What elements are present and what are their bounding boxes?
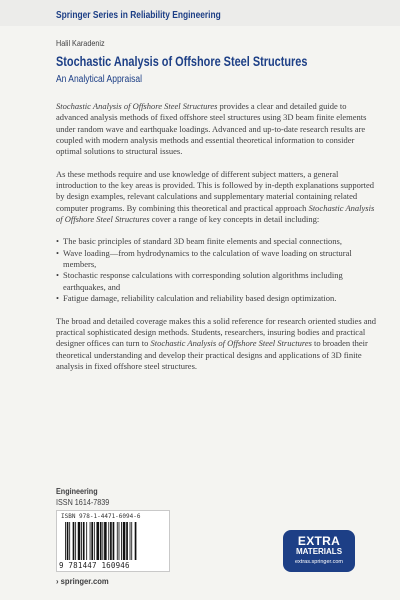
description-paragraph-3: The broad and detailed coverage makes this a solid reference for research oriented studies and practical sophisticated design methods. Students, researchers, insuring bodies and practical designer offices can turn to Stochastic Analysis of Offshore Steel Structures to broaden their theoretical understanding and develop their practical designs and applications of 3D finite analysis in fixed offshore steel structures.	[56, 315, 377, 371]
inline-title: Stochastic Analysis of Offshore Steel Structures	[56, 202, 375, 225]
issn-label: ISSN 1614-7839	[56, 498, 110, 507]
key-concepts-list	[56, 236, 380, 304]
barcode-number: 9 781447 160946	[59, 561, 130, 570]
inline-title: Stochastic Analysis of Offshore Steel Structures	[150, 338, 312, 349]
description-paragraph-2: As these methods require and use knowledge of different subject matters, a general introduction to the key areas is provided. This is followed by in-depth explanations supported by design examples, relevant calculations and supplementary material containing related computer programs. By combining this theoretical and practical approach Stochastic Analysis of Offshore Steel Structures cover a range of key concepts in detail including:	[56, 168, 375, 225]
series-name: Springer Series in Reliability Engineering	[56, 9, 221, 21]
list-item: • Wave loading—from hydrodynamics to the calculation of wave loading on structural members,	[56, 248, 380, 271]
book-title: Stochastic Analysis of Offshore Steel Structures	[56, 53, 308, 69]
list-item: • Stochastic response calculations with corresponding solution algorithms including earthquakes, and	[56, 270, 380, 293]
book-subtitle: An Analytical Appraisal	[56, 74, 142, 85]
extra-materials-badge	[283, 530, 355, 572]
extra-url: extras.springer.com	[295, 559, 343, 565]
description-paragraph-1: Stochastic Analysis of Offshore Steel Structures provides a clear and detailed guide to advanced analysis methods of fixed offshore steel structures using 3D beam finite elements under random wave and earthquake loadings. Advanced and up-to-date research results are coupled with modern analysis methods and essential theoretical information to consider optimal solutions to structural issues.	[56, 101, 367, 157]
isbn-label: ISBN 978-1-4471-6094-6	[61, 513, 141, 520]
subject-label: Engineering	[56, 487, 98, 496]
barcode-panel	[56, 510, 170, 572]
inline-title: Stochastic Analysis of Offshore Steel Structures	[56, 101, 218, 111]
publisher-url: › springer.com	[56, 576, 109, 586]
author-name: Halil Karadeniz	[56, 38, 105, 48]
barcode-icon	[65, 522, 161, 560]
description	[56, 101, 380, 383]
extra-materials-word: MATERIALS	[295, 547, 343, 556]
list-item: • Fatigue damage, reliability calculation and reliability based design optimization.	[56, 293, 380, 304]
extra-word: EXTRA	[297, 534, 341, 548]
list-item: • The basic principles of standard 3D beam finite elements and special connections,	[56, 236, 380, 247]
